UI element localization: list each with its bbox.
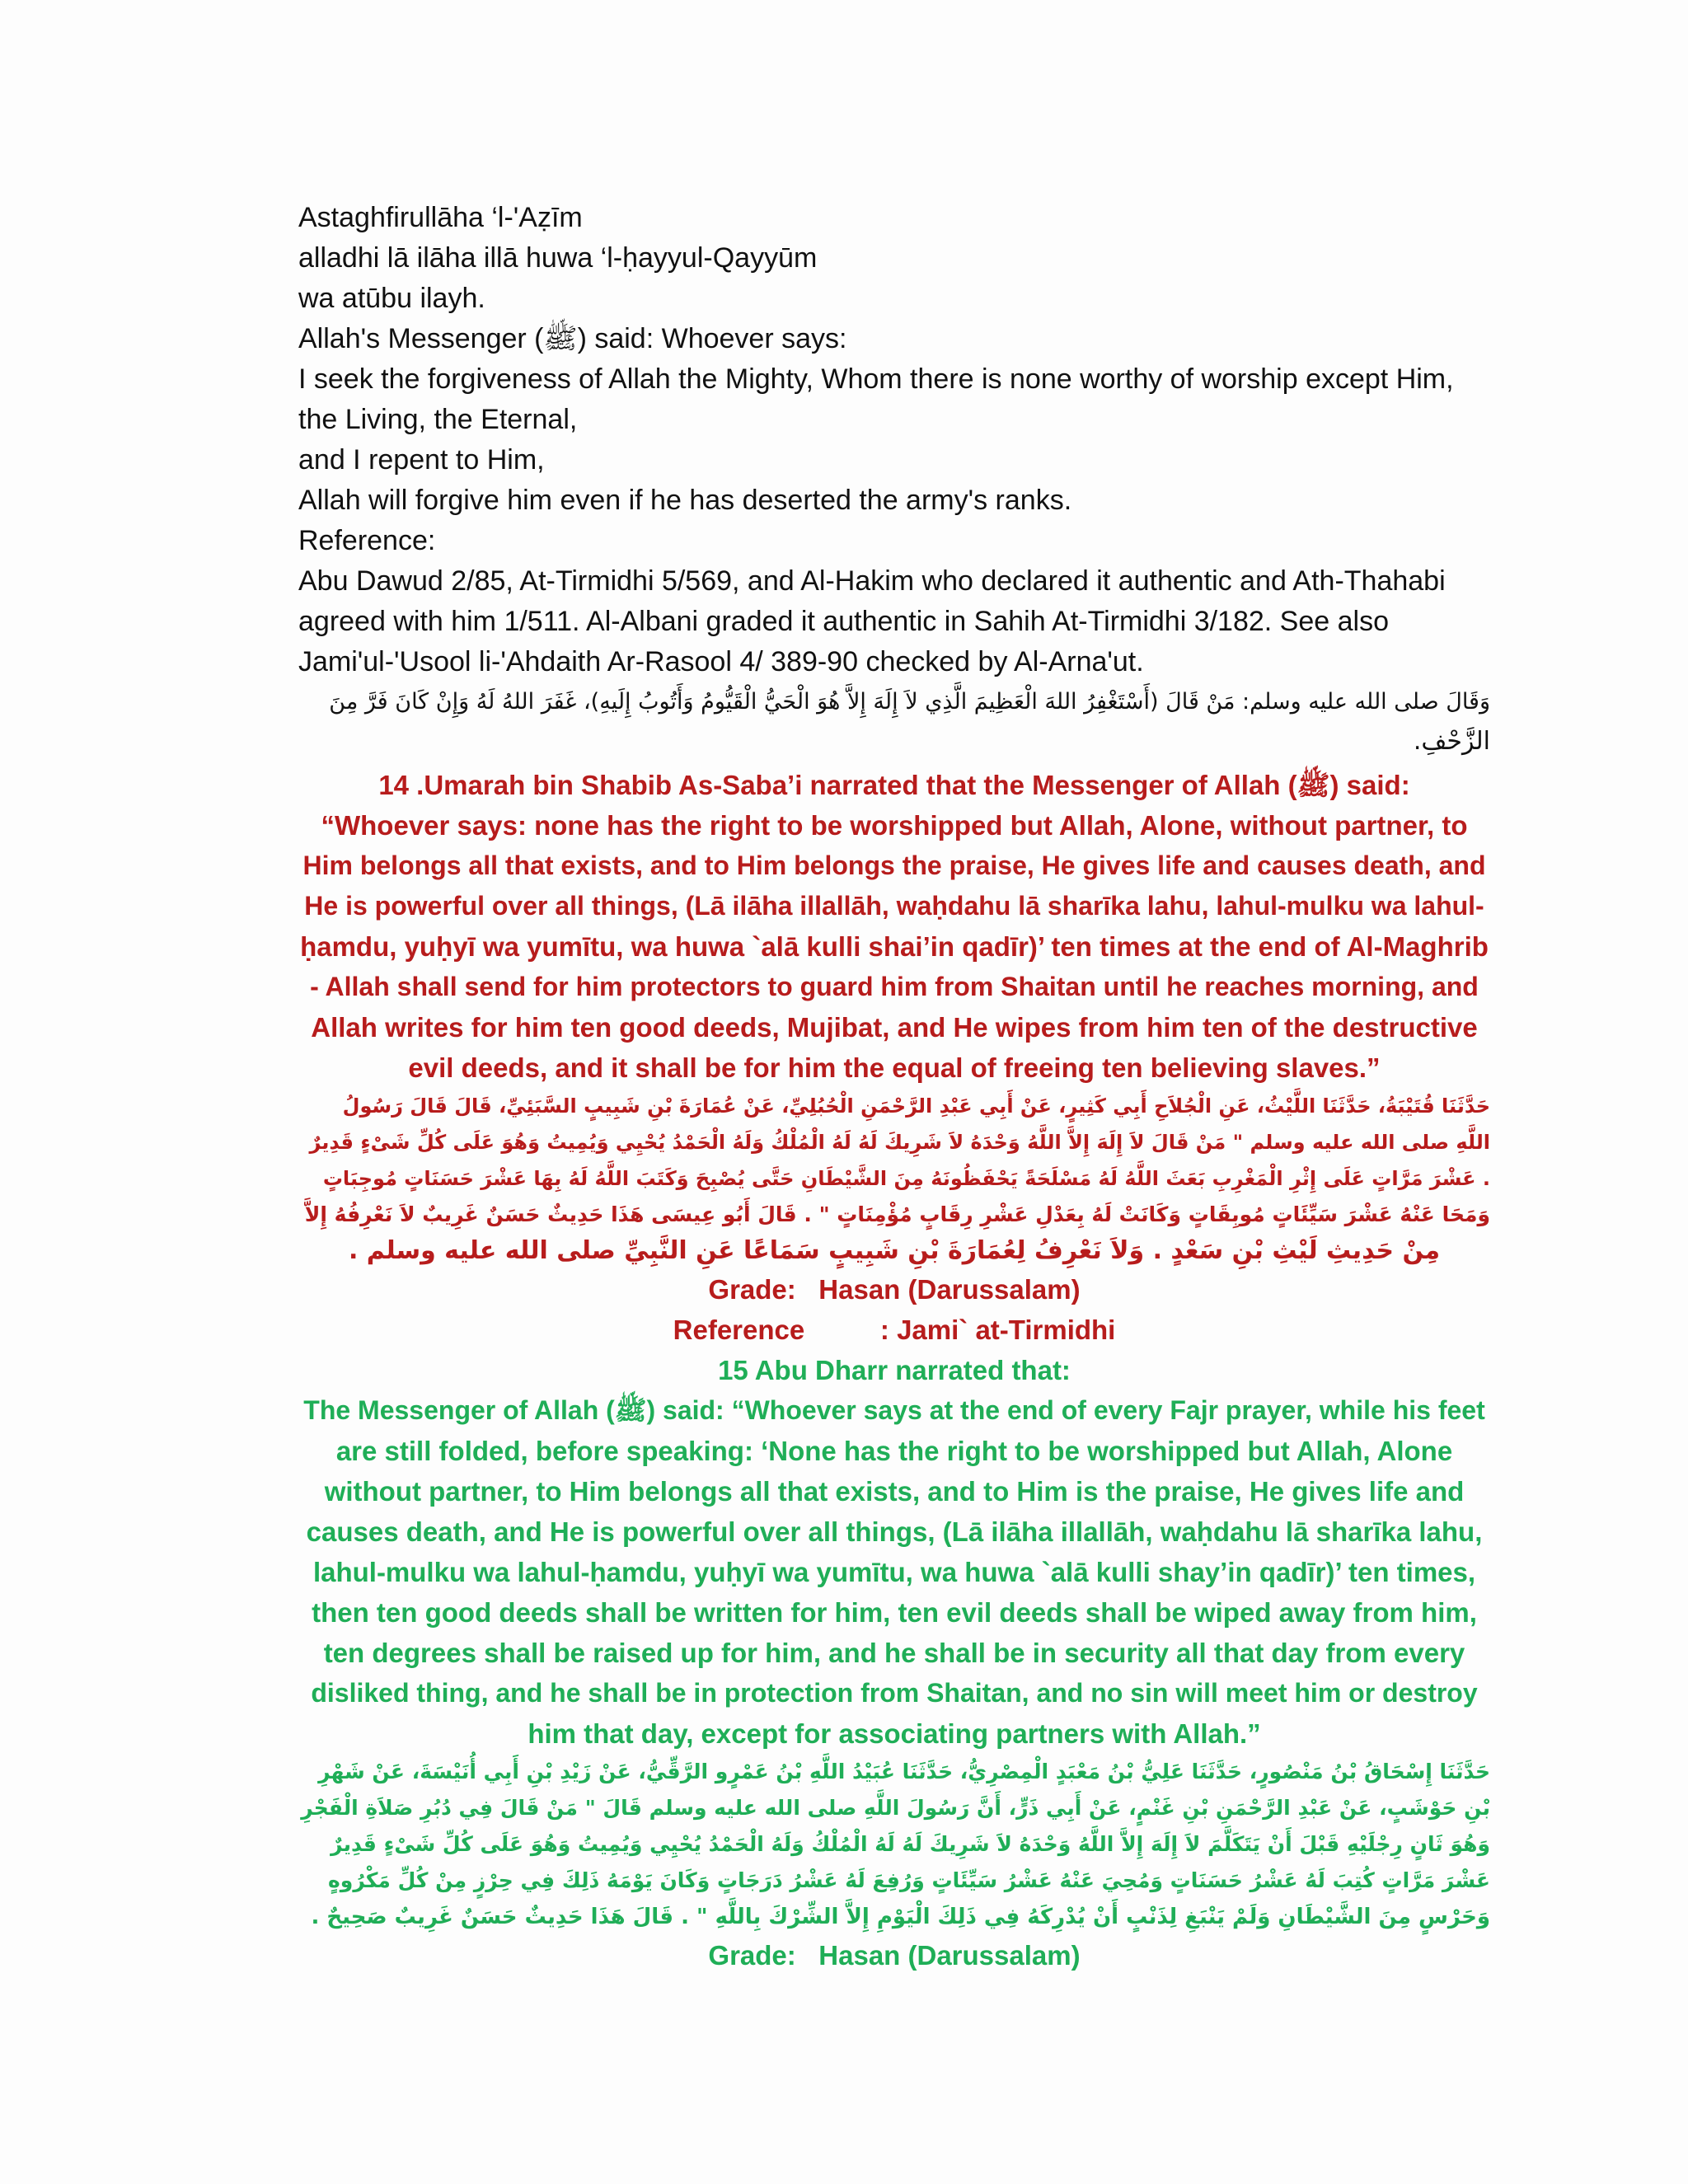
hadith-14-english — [298, 765, 1490, 1088]
hadith-15-english — [298, 1350, 1490, 1754]
hadith-15-line: ten degrees shall be raised up for him, and he shall be in security all that day from every — [323, 1638, 1465, 1668]
hadith-14-line: He is powerful over all things, (Lā ilāha illallāh, waḥdahu lā sharīka lahu, lahul-mulku wa lahul- — [304, 891, 1484, 921]
arabic-line: بْنِ حَوْشَبٍ، عَنْ عَبْدِ الرَّحْمَنِ بْنِ غَنْمٍ، عَنْ أَبِي ذَرٍّ، أَنَّ رَسُولَ اللَّهِ صلى الله عليه وسلم قَالَ " مَنْ قَالَ فِي دُبُرِ صَلاَةِ الْفَجْرِ — [301, 1796, 1490, 1820]
arabic-line: عَشْرَ مَرَّاتٍ كُتِبَ لَهُ عَشْرُ حَسَنَاتٍ وَمُحِيَ عَنْهُ عَشْرُ سَيِّئَاتٍ وَرُفِعَ لَهُ عَشْرُ دَرَجَاتٍ وَكَانَ يَوْمَهُ ذَلِكَ فِي حِرْزٍ مِنْ كُلِّ مَكْرُوهٍ — [328, 1868, 1490, 1892]
arabic-line: . عَشْرَ مَرَّاتٍ عَلَى إِثْرِ الْمَغْرِبِ بَعَثَ اللَّهُ لَهُ مَسْلَحَةً يَحْفَظُونَهُ مِنَ الشَّيْطَانِ حَتَّى يُصْبِحَ وَكَتَبَ اللَّهُ لَهُ بِهَا عَشْرَ حَسَنَاتٍ مُوجِبَاتٍ — [322, 1167, 1490, 1190]
hadith-15-line: lahul-mulku wa lahul-ḥamdu, yuḥyī wa yumītu, wa huwa `alā kulli shay’in qadīr)’ ten times, — [312, 1557, 1476, 1587]
document-content — [298, 198, 1490, 1975]
hadith-14-heading: 14 .Umarah bin Shabib As-Saba’i narrated that the Messenger of Allah (ﷺ) said: — [378, 770, 1410, 800]
reference-label: Reference : Jami` at-Tirmidhi — [673, 1315, 1116, 1345]
hadith-14-line: - Allah shall send for him protectors to guard him from Shaitan until he reaches morning, and — [310, 972, 1479, 1001]
arabic-line: مِنْ حَدِيثِ لَيْثِ بْنِ سَعْدٍ . وَلاَ نَعْرِفُ لِعُمَارَةَ بْنِ شَبِيبٍ سَمَاعًا عَنِ النَّبِيِّ صلى الله عليه وسلم . — [348, 1236, 1441, 1265]
reference-line: agreed with him 1/511. Al-Albani graded it authentic in Sahih At-Tirmidhi 3/182. See also — [298, 606, 1389, 637]
intro-english-block — [298, 198, 1490, 682]
arabic-line: وَهُوَ ثَانٍ رِجْلَيْهِ قَبْلَ أَنْ يَتَكَلَّمَ لاَ إِلَهَ إِلاَّ اللَّهُ وَحْدَهُ لاَ شَرِيكَ لَهُ لَهُ الْمُلْكُ وَلَهُ الْحَمْدُ يُحْيِي وَيُمِيتُ وَهُوَ عَلَى كُلِّ شَىْءٍ قَدِيرٌ — [331, 1832, 1490, 1856]
arabic-line: وَحَرْسٍ مِنَ الشَّيْطَانِ وَلَمْ يَنْبَغِ لِذَنْبٍ أَنْ يُدْرِكَهُ فِي ذَلِكَ الْيَوْمِ إِلاَّ الشِّرْكَ بِاللَّهِ " . قَالَ هَذَا حَدِيثٌ حَسَنٌ غَرِيبٌ صَحِيحٌ . — [311, 1905, 1490, 1929]
intro-arabic-block — [298, 682, 1490, 762]
hadith-15-meta — [298, 1935, 1490, 1975]
hadith-15-line: without partner, to Him belongs all that exists, and to Him is the praise, He gives life and — [324, 1476, 1465, 1507]
hadith-14-line: “Whoever says: none has the right to be worshipped but Allah, Alone, without partner, to — [321, 810, 1468, 841]
arabic-line: وَمَحَا عَنْهُ عَشْرَ سَيِّئَاتٍ مُوبِقَاتٍ وَكَانَتْ لَهُ بِعَدْلِ عَشْرِ رِقَابٍ مُؤْمِنَاتٍ " . قَالَ أَبُو عِيسَى هَذَا حَدِيثٌ حَسَنٌ غَرِيبٌ لاَ نَعْرِفُهُ إِلاَّ — [304, 1202, 1490, 1226]
hadith-15-line: then ten good deeds shall be written for him, ten evil deeds shall be wiped away from him, — [312, 1597, 1477, 1628]
arabic-line: حَدَّثَنَا قُتَيْبَةُ، حَدَّثَنَا اللَّيْثُ، عَنِ الْجُلاَحِ أَبِي كَثِيرٍ، عَنْ أَبِي عَبْدِ الرَّحْمَنِ الْحُبُلِيِّ، عَنْ عُمَارَةَ بْنِ شَبِيبٍ السَّبَئِيِّ، قَالَ قَالَ رَسُولُ — [342, 1094, 1490, 1118]
intro-line: Allah's Messenger (ﷺ) said: Whoever says: — [298, 323, 847, 354]
hadith-14-line: Him belongs all that exists, and to Him belongs the praise, He gives life and causes death, and — [302, 851, 1486, 880]
hadith-14-meta — [298, 1269, 1490, 1350]
intro-line: Allah will forgive him even if he has deserted the army's ranks. — [298, 485, 1072, 516]
hadith-15-line: disliked thing, and he shall be in protection from Shaitan, and no sin will meet him or destroy — [311, 1678, 1478, 1708]
reference-label: Reference: — [298, 525, 436, 556]
grade-label: Grade: Hasan (Darussalam) — [708, 1940, 1081, 1971]
reference-line: Abu Dawud 2/85, At-Tirmidhi 5/569, and Al-Hakim who declared it authentic and Ath-Thahabi — [298, 565, 1446, 597]
intro-line: and I repent to Him, — [298, 444, 545, 476]
arabic-line: الزَّحْفِ. — [1413, 727, 1490, 756]
intro-line: I seek the forgiveness of Allah the Mighty, Whom there is none worthy of worship except Him, — [298, 363, 1454, 395]
intro-line: Astaghfirullāha ‘l-'Aẓīm — [298, 202, 583, 233]
arabic-line: حَدَّثَنَا إِسْحَاقُ بْنُ مَنْصُورٍ، حَدَّثَنَا عَلِيُّ بْنُ مَعْبَدٍ الْمِصْرِيُّ، حَدَّثَنَا عُبَيْدُ اللَّهِ بْنُ عَمْرٍو الرَّقِّيُّ، عَنْ زَيْدِ بْنِ أَبِي أُنَيْسَةَ، عَنْ شَهْرِ — [318, 1760, 1490, 1783]
hadith-15-arabic — [298, 1754, 1490, 1935]
intro-line: alladhi lā ilāha illā huwa ‘l-ḥayyul-Qayyūm — [298, 242, 818, 274]
intro-line: the Living, the Eternal, — [298, 404, 578, 435]
hadith-14-line: ḥamdu, yuḥyī wa yumītu, wa huwa `alā kulli shai’in qadīr)’ ten times at the end of Al-Maghrib — [300, 931, 1489, 962]
hadith-15-line: are still folded, before speaking: ‘None has the right to be worshipped but Allah, Alone — [335, 1436, 1453, 1466]
hadith-14-arabic — [298, 1088, 1490, 1269]
arabic-line: اللَّهِ صلى الله عليه وسلم " مَنْ قَالَ لاَ إِلَهَ إِلاَّ اللَّهُ وَحْدَهُ لاَ شَرِيكَ لَهُ لَهُ الْمُلْكُ وَلَهُ الْحَمْدُ يُحْيِي وَيُمِيتُ وَهُوَ عَلَى كُلِّ شَىْءٍ قَدِيرٌ — [309, 1131, 1490, 1154]
hadith-14-line: Allah writes for him ten good deeds, Mujibat, and He wipes from him ten of the destructive — [311, 1012, 1478, 1043]
intro-line: wa atūbu ilayh. — [298, 283, 485, 314]
reference-line: Jami'ul-'Usool li-'Ahdaith Ar-Rasool 4/ 389-90 checked by Al-Arna'ut. — [298, 646, 1144, 677]
hadith-14-line: evil deeds, and it shall be for him the equal of freeing ten believing slaves.” — [408, 1052, 1381, 1083]
grade-label: Grade: Hasan (Darussalam) — [708, 1274, 1081, 1305]
hadith-15-heading: 15 Abu Dharr narrated that: — [718, 1355, 1071, 1385]
hadith-15-line: The Messenger of Allah (ﷺ) said: “Whoever says at the end of every Fajr prayer, while his feet — [303, 1395, 1485, 1425]
arabic-line: وَقَالَ صلى الله عليه وسلم: مَنْ قَالَ (أَسْتَغْفِرُ اللهَ الْعَظِيمَ الَّذِي لاَ إِلَهَ إِلاَّ هُوَ الْحَيُّ الْقَيُّومُ وَأَتُوبُ إِلَيهِ)، غَفَرَ اللهُ لَهُ وَإِنْ كَانَ فَرَّ مِنَ — [329, 689, 1490, 715]
hadith-15-line: causes death, and He is powerful over all things, (Lā ilāha illallāh, waḥdahu lā sharīka lahu, — [306, 1516, 1483, 1547]
hadith-15-line: him that day, except for associating partners with Allah.” — [528, 1718, 1261, 1749]
